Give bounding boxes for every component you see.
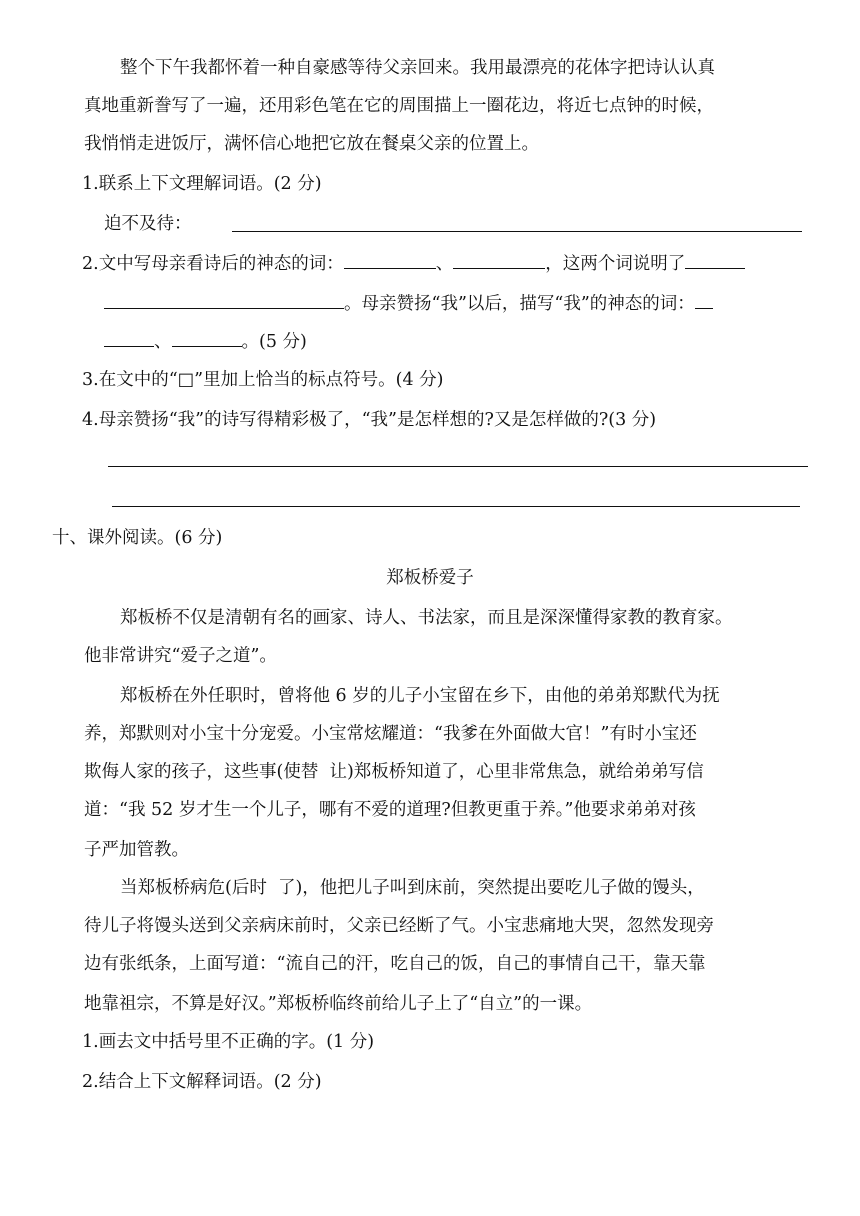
question-2-blank-2[interactable]	[453, 252, 545, 269]
question-2-part3: 。母亲赞扬“我”以后，描写“我”的神态的词：	[344, 294, 695, 314]
question-2-blank-4[interactable]	[695, 292, 713, 309]
passage1-line-3: 我悄悄走进饭厅，满怀信心地把它放在餐桌父亲的位置上。	[84, 134, 539, 154]
article-line-1: 郑板桥不仅是清朝有名的画家、诗人、书法家，而且是深深懂得家教的教育家。	[120, 608, 733, 628]
article-line-11: 地靠祖宗，不算是好汉。”郑板桥临终前给儿子上了“自立”的一课。	[84, 994, 593, 1014]
question-2-sep2: 、	[154, 332, 172, 352]
article-line-10: 边有张纸条，上面写道：“流自己的汗，吃自己的饭，自己的事情自己干，靠天靠	[84, 954, 706, 974]
question-2-blank-3[interactable]	[685, 252, 745, 269]
question-3-prompt: 3.在文中的“□”里加上恰当的标点符号。(4 分)	[82, 370, 444, 390]
question-2-line-2	[104, 290, 713, 318]
question-2-blank-4-cont[interactable]	[104, 330, 154, 347]
article-line-2: 他非常讲究“爱子之道”。	[84, 646, 277, 666]
section-10-question-2: 2.结合上下文解释词语。(2 分)	[82, 1072, 322, 1092]
question-1-prompt: 1.联系上下文理解词语。(2 分)	[82, 174, 322, 194]
question-4-prompt: 4.母亲赞扬“我”的诗写得精彩极了，“我”是怎样想的?又是怎样做的?(3 分)	[82, 410, 657, 430]
question-2-blank-3-cont[interactable]	[104, 292, 344, 309]
question-2-part2: ，这两个词说明了	[545, 254, 686, 274]
question-2-part4: 。(5 分)	[241, 332, 307, 352]
article-line-5: 欺侮人家的孩子，这些事(使替 让)郑板桥知道了，心里非常焦急，就给弟弟写信	[84, 762, 704, 782]
article-line-7: 子严加管教。	[84, 840, 189, 860]
article-line-4: 养，郑默则对小宝十分宠爱。小宝常炫耀道：“我爹在外面做大官！”有时小宝还	[84, 724, 697, 744]
question-1-answer-line[interactable]	[232, 231, 802, 232]
question-4-answer-line-1[interactable]	[108, 466, 808, 467]
question-1-term: 迫不及待：	[104, 214, 192, 234]
question-2-blank-5[interactable]	[172, 330, 242, 347]
section-10-heading: 十、课外阅读。(6 分)	[52, 528, 223, 548]
question-2-line-3	[104, 328, 307, 356]
passage1-line-1: 整个下午我都怀着一种自豪感等待父亲回来。我用最漂亮的花体字把诗认认真	[120, 58, 715, 78]
question-2-part1: 2.文中写母亲看诗后的神态的词：	[82, 254, 344, 274]
question-2-line-1	[82, 250, 745, 278]
article-title: 郑板桥爱子	[386, 568, 474, 588]
article-line-3: 郑板桥在外任职时，曾将他 6 岁的儿子小宝留在乡下，由他的弟弟郑默代为抚	[120, 686, 720, 706]
section-10-question-1: 1.画去文中括号里不正确的字。(1 分)	[82, 1032, 375, 1052]
question-4-answer-line-2[interactable]	[112, 506, 800, 507]
passage1-line-2: 真地重新誊写了一遍，还用彩色笔在它的周围描上一圈花边，将近七点钟的时候，	[84, 96, 714, 116]
article-line-8: 当郑板桥病危(后时 了)，他把儿子叫到床前，突然提出要吃儿子做的馒头，	[120, 878, 705, 898]
article-line-6: 道：“我 52 岁才生一个儿子，哪有不爱的道理?但教更重于养。”他要求弟弟对孩	[84, 800, 696, 820]
article-line-9: 待儿子将馒头送到父亲病床前时，父亲已经断了气。小宝悲痛地大哭，忽然发现旁	[84, 916, 714, 936]
question-2-blank-1[interactable]	[344, 252, 436, 269]
question-2-sep1: 、	[435, 254, 454, 274]
